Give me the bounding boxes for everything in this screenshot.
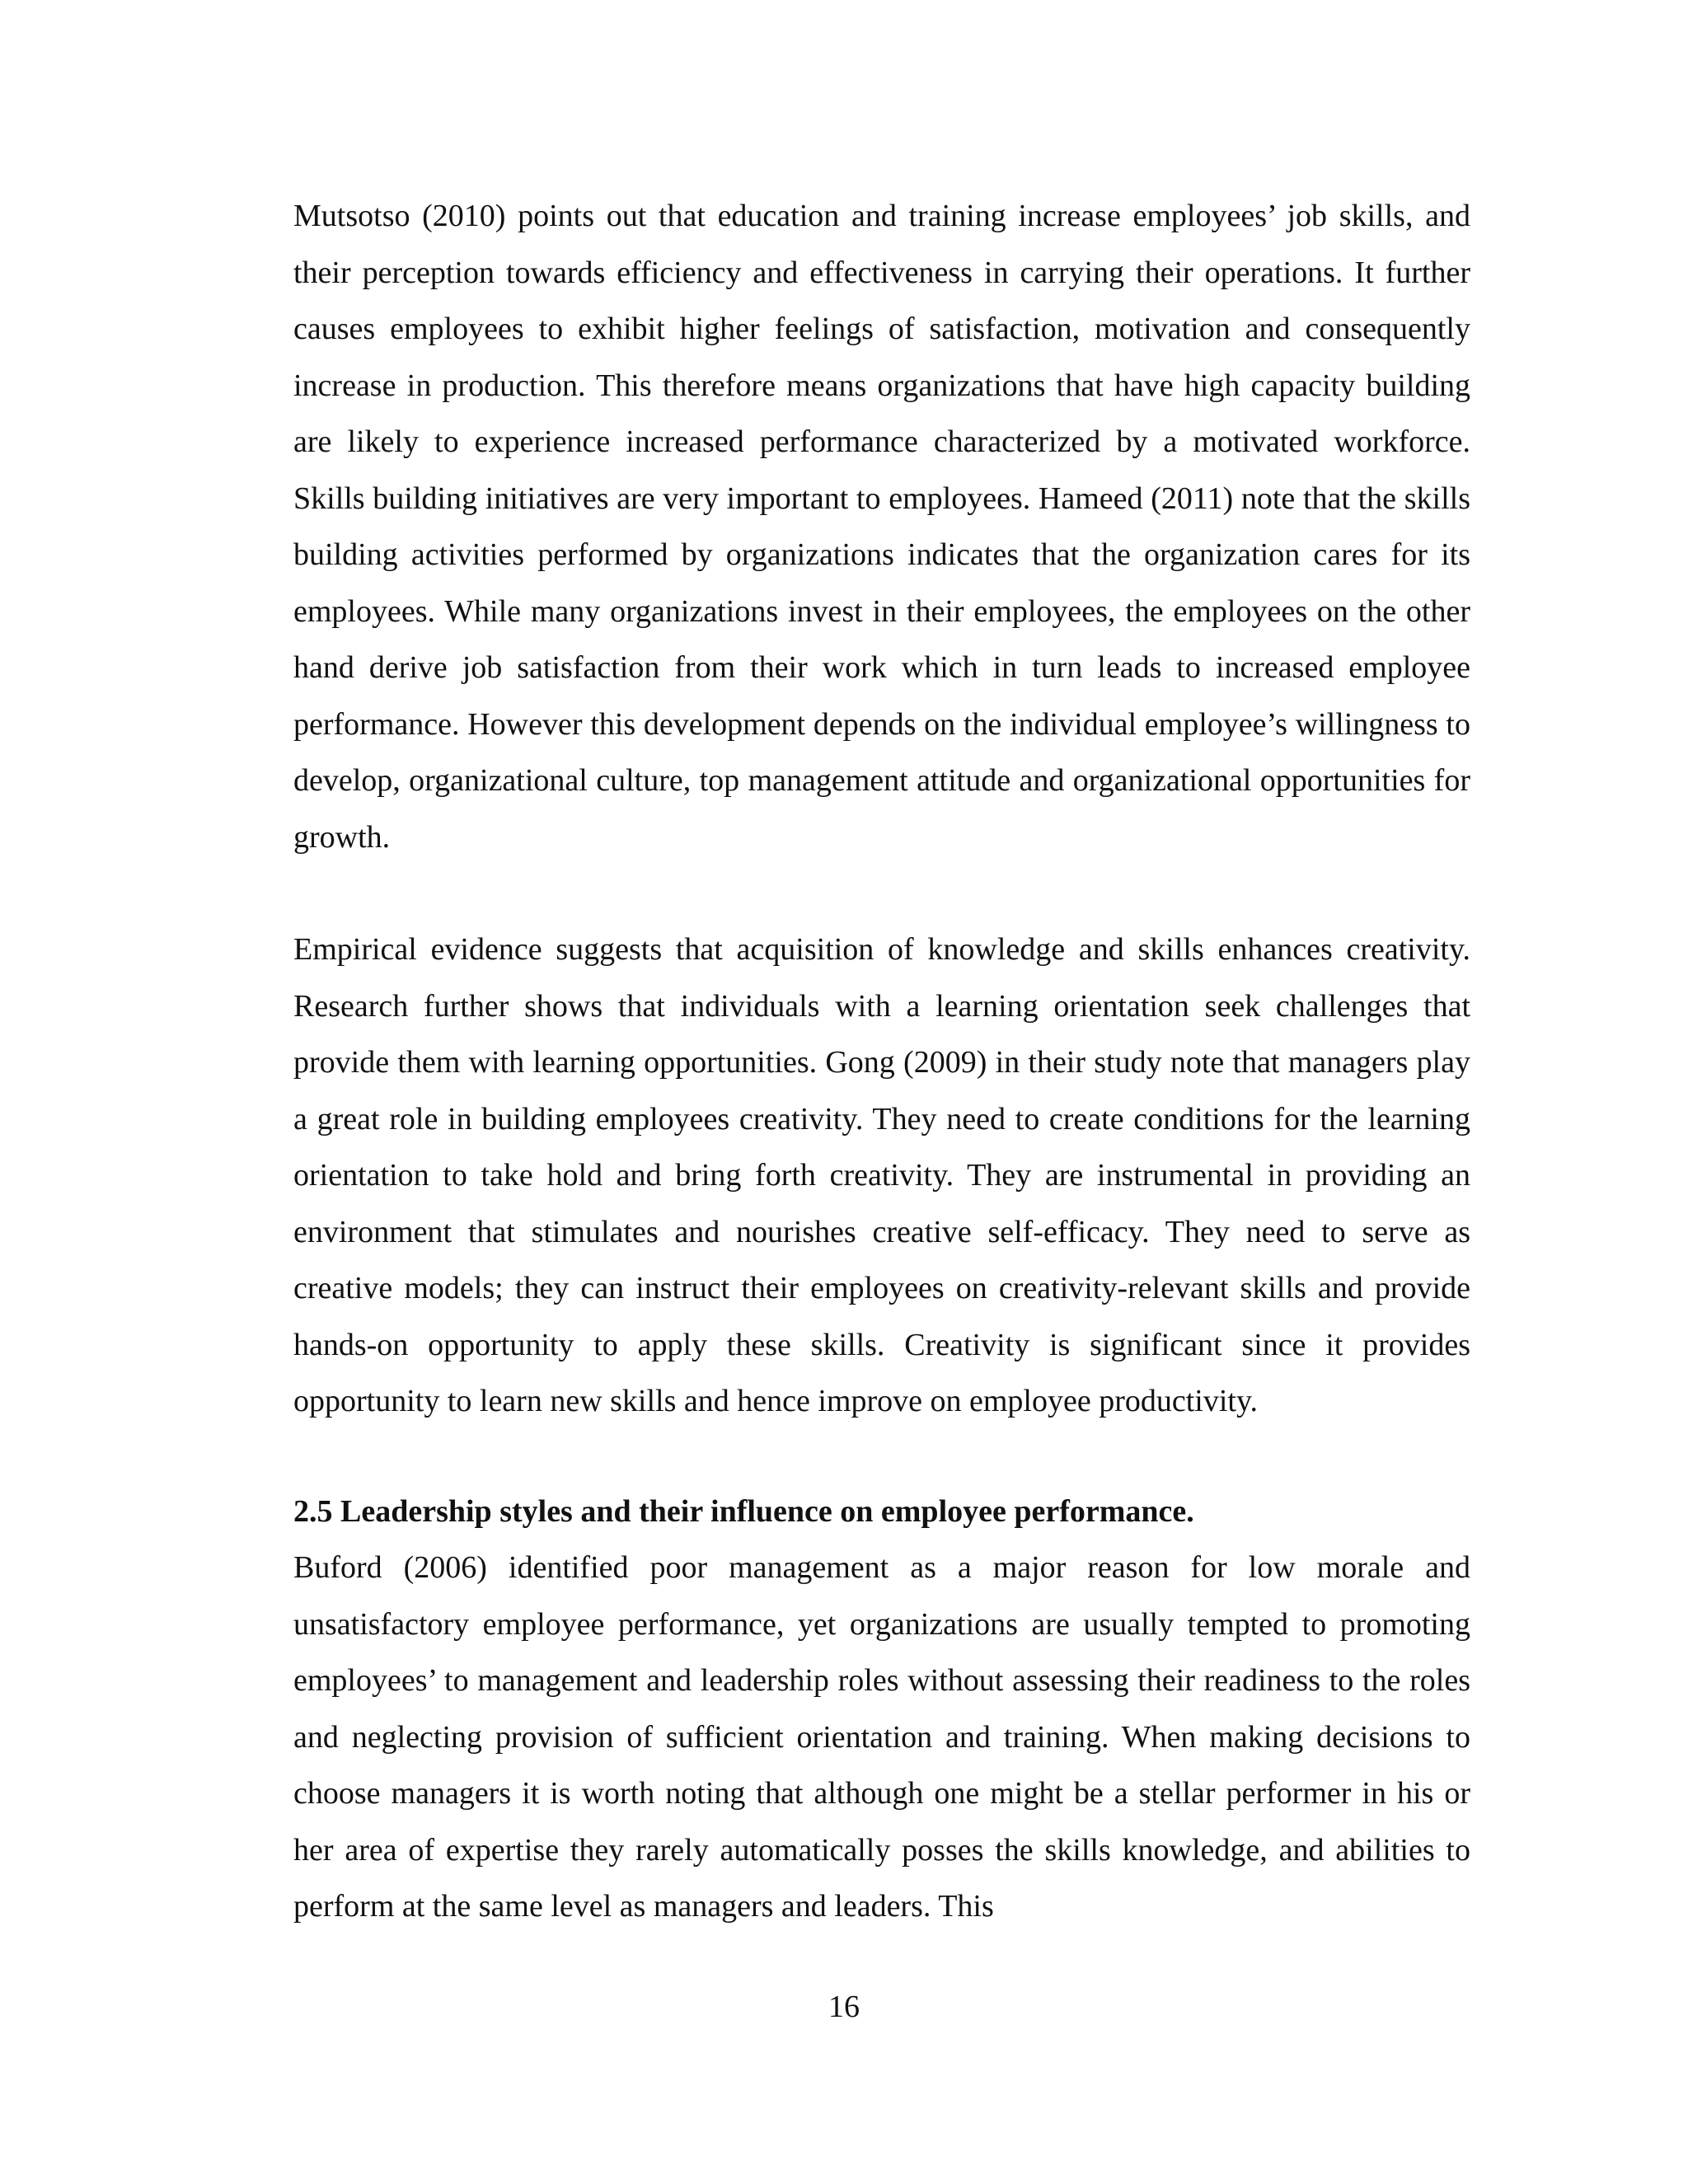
section-heading: 2.5 Leadership styles and their influence on employee performance. <box>293 1494 1194 1529</box>
page-number: 16 <box>828 1990 860 2024</box>
body-paragraph-1: Mutsotso (2010) points out that education and training increase employees’ job skills, and their perception towards efficiency and effectiveness in carrying their operations. It further causes employees to exhibit higher feelings of satisfaction, motivation and consequently increase in production. This therefore means organizations that have high capacity building are likely to experience increased performance characterized by a motivated workforce. Skills building initiatives are very important to employees. Hameed (2011) note that the skills building activities performed by organizations indicates that the organization cares for its employees. While many organizations invest in their employees, the employees on the other hand derive job satisfaction from their work which in turn leads to increased employee performance. However this development depends on the individual employee’s willingness to develop, organizational culture, top management attitude and organizational opportunities for growth. <box>293 199 1470 855</box>
section-paragraph: Buford (2006) identified poor management as a major reason for low morale and unsatisfactory employee performance, yet organizations are usually tempted to promoting employees’ to management and leadership roles without assessing their readiness to the roles and neglecting provision of sufficient orientation and training. When making decisions to choose managers it is worth noting that although one might be a stellar performer in his or her area of expertise they rarely automatically posses the skills knowledge, and abilities to perform at the same level as managers and leaders. This <box>293 1550 1470 1924</box>
body-paragraph-2: Empirical evidence suggests that acquisition of knowledge and skills enhances creativity. Research further shows that individuals with a learning orientation seek challenges that provide them with learning opportunities. Gong (2009) in their study note that managers play a great role in building employees creativity. They need to create conditions for the learning orientation to take hold and bring forth creativity. They are instrumental in providing an environment that stimulates and nourishes creative self-efficacy. They need to serve as creative models; they can instruct their employees on creativity-relevant skills and provide hands-on opportunity to apply these skills. Creativity is significant since it provides opportunity to learn new skills and hence improve on employee productivity. <box>293 932 1470 1418</box>
